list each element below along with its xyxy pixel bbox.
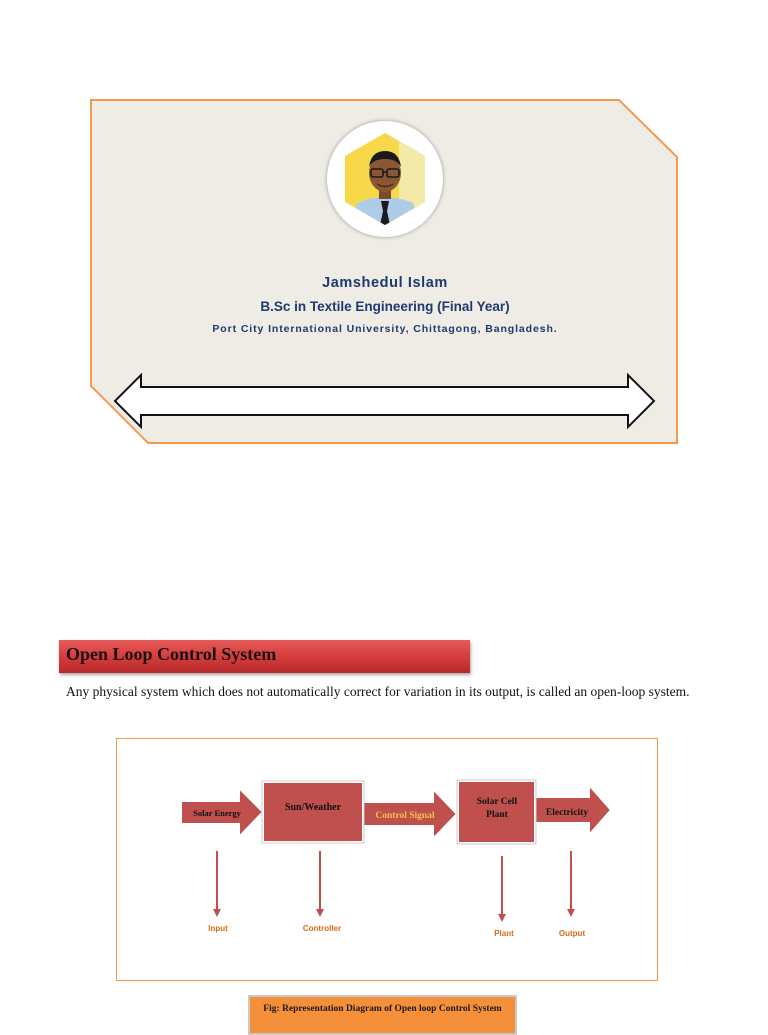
open-loop-diagram xyxy=(117,739,659,982)
electricity-label: Electricity xyxy=(545,808,589,818)
solar-cell-label-line2: Plant xyxy=(486,810,508,820)
sun-weather-label: Sun/Weather xyxy=(284,802,342,813)
diagram-frame xyxy=(116,738,658,981)
section-heading: Open Loop Control System xyxy=(59,640,470,673)
author-university: Port City International University, Chittagong, Bangladesh. xyxy=(212,323,558,335)
author-avatar xyxy=(327,121,443,237)
input-label: Input xyxy=(208,924,228,933)
figure-caption: Fig: Representation Diagram of Open loop Control System xyxy=(248,995,517,1035)
author-degree: B.Sc in Textile Engineering (Final Year) xyxy=(260,299,510,314)
output-label: Output xyxy=(558,929,586,938)
intro-paragraph: Any physical system which does not automatically correct for variation in its output, is called an open-loop system. xyxy=(66,684,690,699)
controller-label: Controller xyxy=(302,924,342,933)
plant-label: Plant xyxy=(494,929,514,938)
solar-energy-label: Solar Energy xyxy=(193,808,241,818)
solar-cell-label-line1: Solar Cell xyxy=(476,797,518,807)
control-signal-label: Control Signal xyxy=(375,811,435,821)
author-name: Jamshedul Islam xyxy=(322,275,448,291)
